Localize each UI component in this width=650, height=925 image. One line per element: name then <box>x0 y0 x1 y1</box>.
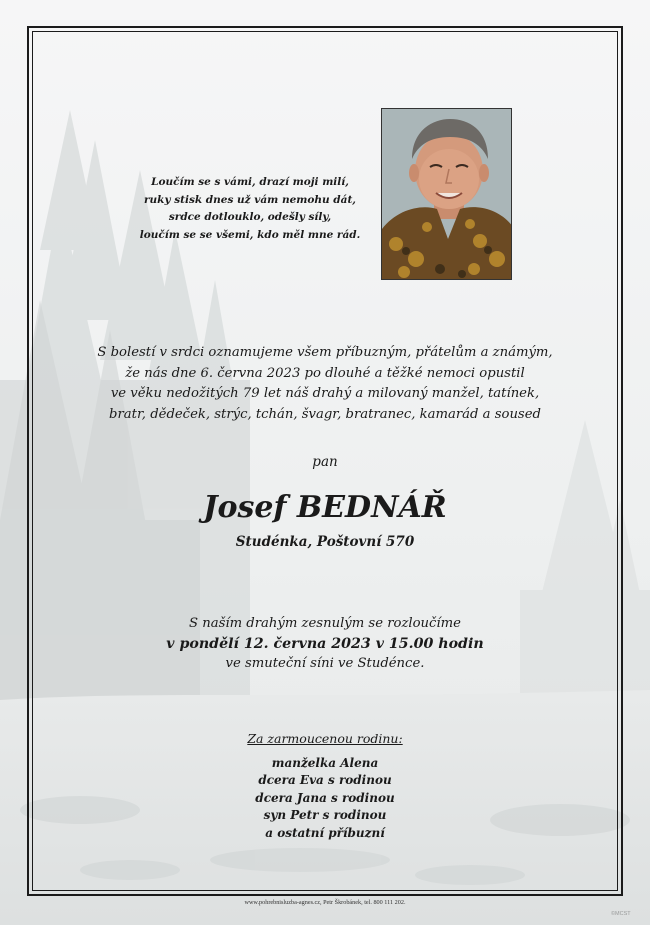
family-member: dcera Jana s rodinou <box>255 790 395 805</box>
family-member: syn Petr s rodinou <box>263 808 387 822</box>
portrait-photo <box>381 108 512 280</box>
family-member: manželka Alena <box>271 755 379 770</box>
verse-line: ruky stisk dnes už vám nemohu dát, <box>144 193 356 206</box>
announcement-line: S bolestí v srdci oznamujeme všem příbuzným, přátelům a známým, <box>97 345 553 360</box>
family-member: a ostatní příbuzní <box>265 825 385 840</box>
farewell-verse <box>130 174 370 244</box>
deceased-name: Josef BEDNÁŘ <box>203 490 447 525</box>
deceased-address: Studénka, Poštovní 570 <box>235 534 415 550</box>
verse-line: srdce dotlouklo, odešly síly, <box>168 211 332 223</box>
death-announcement <box>60 343 590 425</box>
portrait-image <box>382 109 512 280</box>
funeral-service-footer: www.pohrebnisluzba-agnes.cz, Petr Škrobánek, tel. 800 111 202. <box>244 899 406 906</box>
verse-line: loučím se se všemi, kdo měl mne rád. <box>139 228 361 241</box>
ceremony-place: ve smuteční síni ve Studénce. <box>225 656 425 671</box>
announcement-line: ve věku nedožitých 79 let náš drahý a milovaný manžel, tatínek, <box>110 386 540 401</box>
family-signatures <box>0 730 650 842</box>
announcement-line: že nás dne 6. června 2023 po dlouhé a těžké nemoci opustil <box>125 365 525 381</box>
announcement-line: bratr, dědeček, strýc, tchán, švagr, bratranec, kamarád a soused <box>109 406 541 422</box>
verse-line: Loučím se s vámi, drazí moji milí, <box>151 176 349 188</box>
honorific: pan <box>312 454 338 470</box>
corner-mark: ©MCST <box>611 911 631 917</box>
family-heading: Za zarmoucenou rodinu: <box>247 731 403 746</box>
family-member: dcera Eva s rodinou <box>258 773 392 787</box>
ceremony-info <box>0 614 650 674</box>
ceremony-intro: S naším drahým zesnulým se rozloučíme <box>189 616 461 631</box>
ceremony-date-time: v pondělí 12. června 2023 v 15.00 hodin <box>166 636 484 652</box>
